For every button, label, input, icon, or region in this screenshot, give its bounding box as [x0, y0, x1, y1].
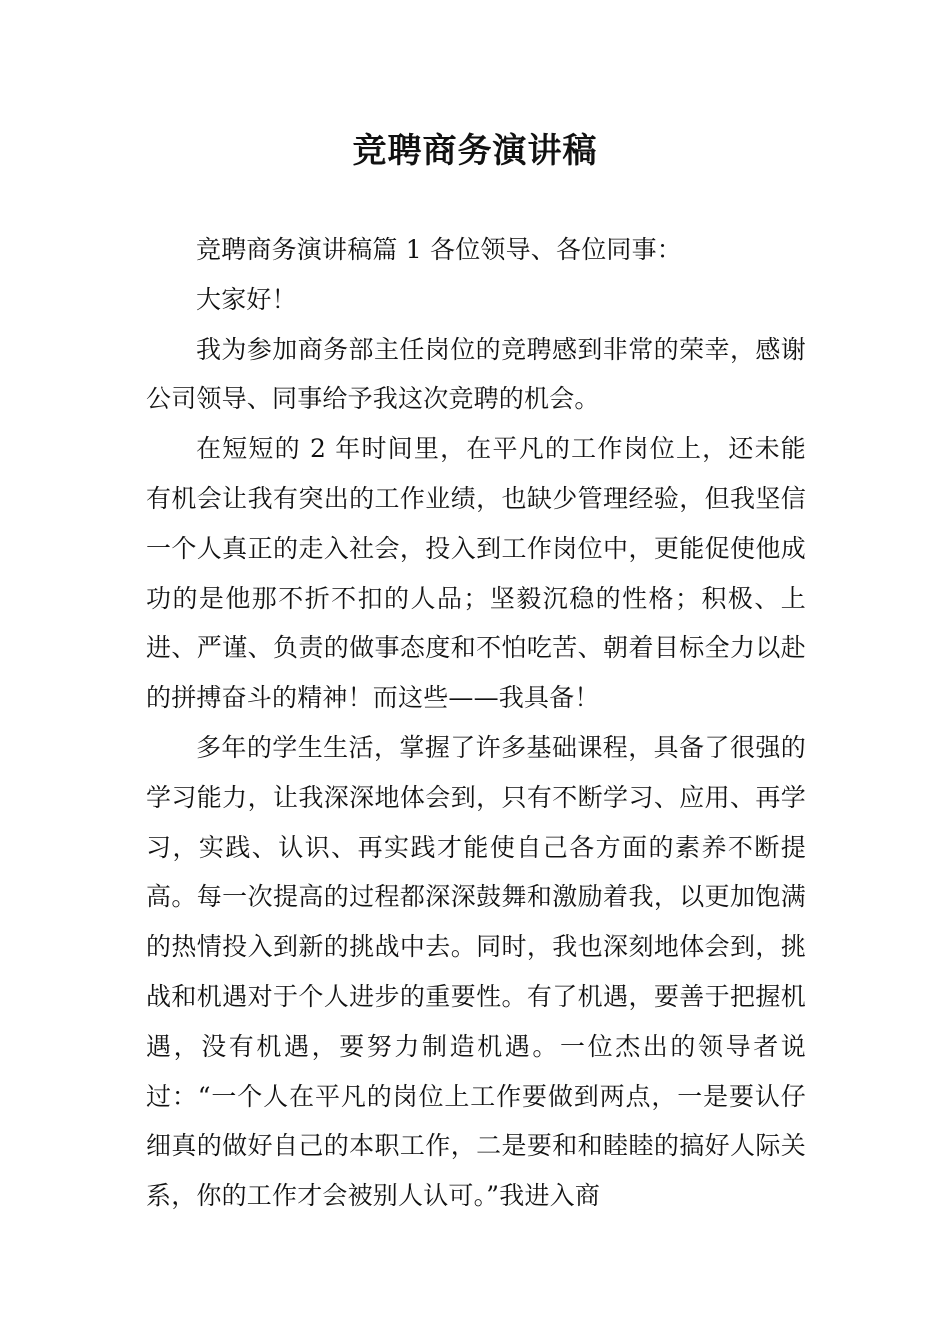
paragraph-learning: 多年的学生生活，掌握了许多基础课程，具备了很强的学习能力，让我深深地体会到，只有不断学习、应用、再学习，实践、认识、再实践才能使自己各方面的素养不断提高。每一次提高的过程都深深鼓舞和激励着我，以更加饱满的热情投入到新的挑战中去。同时，我也深刻地体会到，挑战和机遇对于个人进步的重要性。有了机遇，要善于把握机遇，没有机遇，要努力制造机遇。一位杰出的领导者说过：“一个人在平凡的岗位上工作要做到两点，一是要认仔细真的做好自己的本职工作，二是要和和睦睦的搞好人际关系，你的工作才会被别人认可。”我进入商: [146, 732, 806, 1211]
paragraph-qualities: 在短短的 2 年时间里，在平凡的工作岗位上，还未能有机会让我有突出的工作业绩，也缺少管理经验，但我坚信一个人真正的走入社会，投入到工作岗位中，更能促使他成功的是他那不折不扣的人品；坚毅沉稳的性格；积极、上进、严谨、负责的做事态度和不怕吃苦、朝着目标全力以赴的拼搏奋斗的精神！而这些——我具备！: [146, 434, 806, 713]
document-title: 竞聘商务演讲稿: [352, 131, 598, 171]
paragraph-hello: 大家好！: [196, 284, 297, 314]
paragraph-greeting: 竞聘商务演讲稿篇 1 各位领导、各位同事：: [196, 235, 683, 264]
document-body: [146, 225, 806, 1221]
paragraph-thanks: 我为参加商务部主任岗位的竞聘感到非常的荣幸，感谢公司领导、同事给予我这次竞聘的机会。: [146, 334, 806, 414]
